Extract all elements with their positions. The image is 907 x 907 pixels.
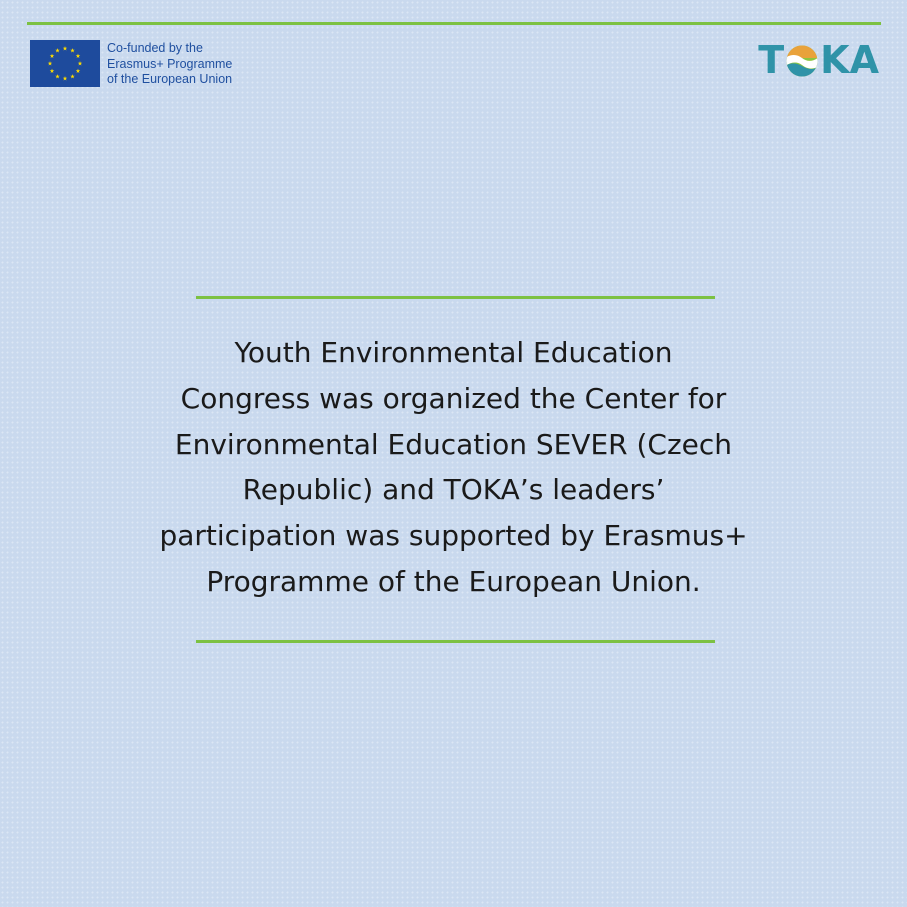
eu-star-icon bbox=[50, 54, 55, 58]
statement-line: Youth Environmental Education bbox=[234, 336, 673, 369]
statement-text bbox=[120, 330, 787, 605]
statement-line: Environmental Education SEVER (Czech bbox=[174, 427, 733, 461]
eu-star-icon bbox=[70, 48, 75, 52]
statement-line: Programme of the European Union. bbox=[206, 564, 701, 598]
eu-star-icon bbox=[55, 74, 60, 78]
eu-star-icon bbox=[63, 76, 68, 80]
toka-wave-o-icon bbox=[785, 43, 819, 77]
eu-text-line: Erasmus+ Programme bbox=[107, 56, 233, 71]
eu-text-line: of the European Union bbox=[107, 72, 233, 86]
eu-star-icon bbox=[70, 74, 75, 78]
eu-star-icon bbox=[55, 48, 60, 52]
toka-letter-a: A bbox=[849, 38, 879, 82]
toka-letter-t: T bbox=[758, 38, 785, 82]
upper-divider bbox=[196, 296, 715, 299]
eu-star-icon bbox=[76, 54, 81, 58]
eu-text-line: Co-funded by the bbox=[107, 41, 203, 55]
eu-star-icon bbox=[76, 69, 81, 73]
eu-cofunded-text bbox=[107, 41, 232, 88]
toka-letter-k: K bbox=[820, 38, 850, 82]
statement-line: Congress was organized the Center for bbox=[180, 381, 727, 415]
eu-flag-icon bbox=[30, 40, 100, 87]
lower-divider bbox=[196, 640, 715, 643]
top-divider bbox=[27, 22, 881, 25]
toka-logo bbox=[758, 38, 879, 82]
statement-line: participation was supported by Erasmus+ bbox=[159, 519, 748, 553]
eu-cofunded-logo bbox=[30, 40, 232, 88]
eu-star-icon bbox=[63, 46, 68, 50]
eu-star-icon bbox=[78, 61, 83, 65]
eu-star-icon bbox=[48, 61, 53, 65]
eu-star-icon bbox=[50, 69, 55, 73]
statement-line: Republic) and TOKA’s leaders’ bbox=[242, 473, 665, 507]
